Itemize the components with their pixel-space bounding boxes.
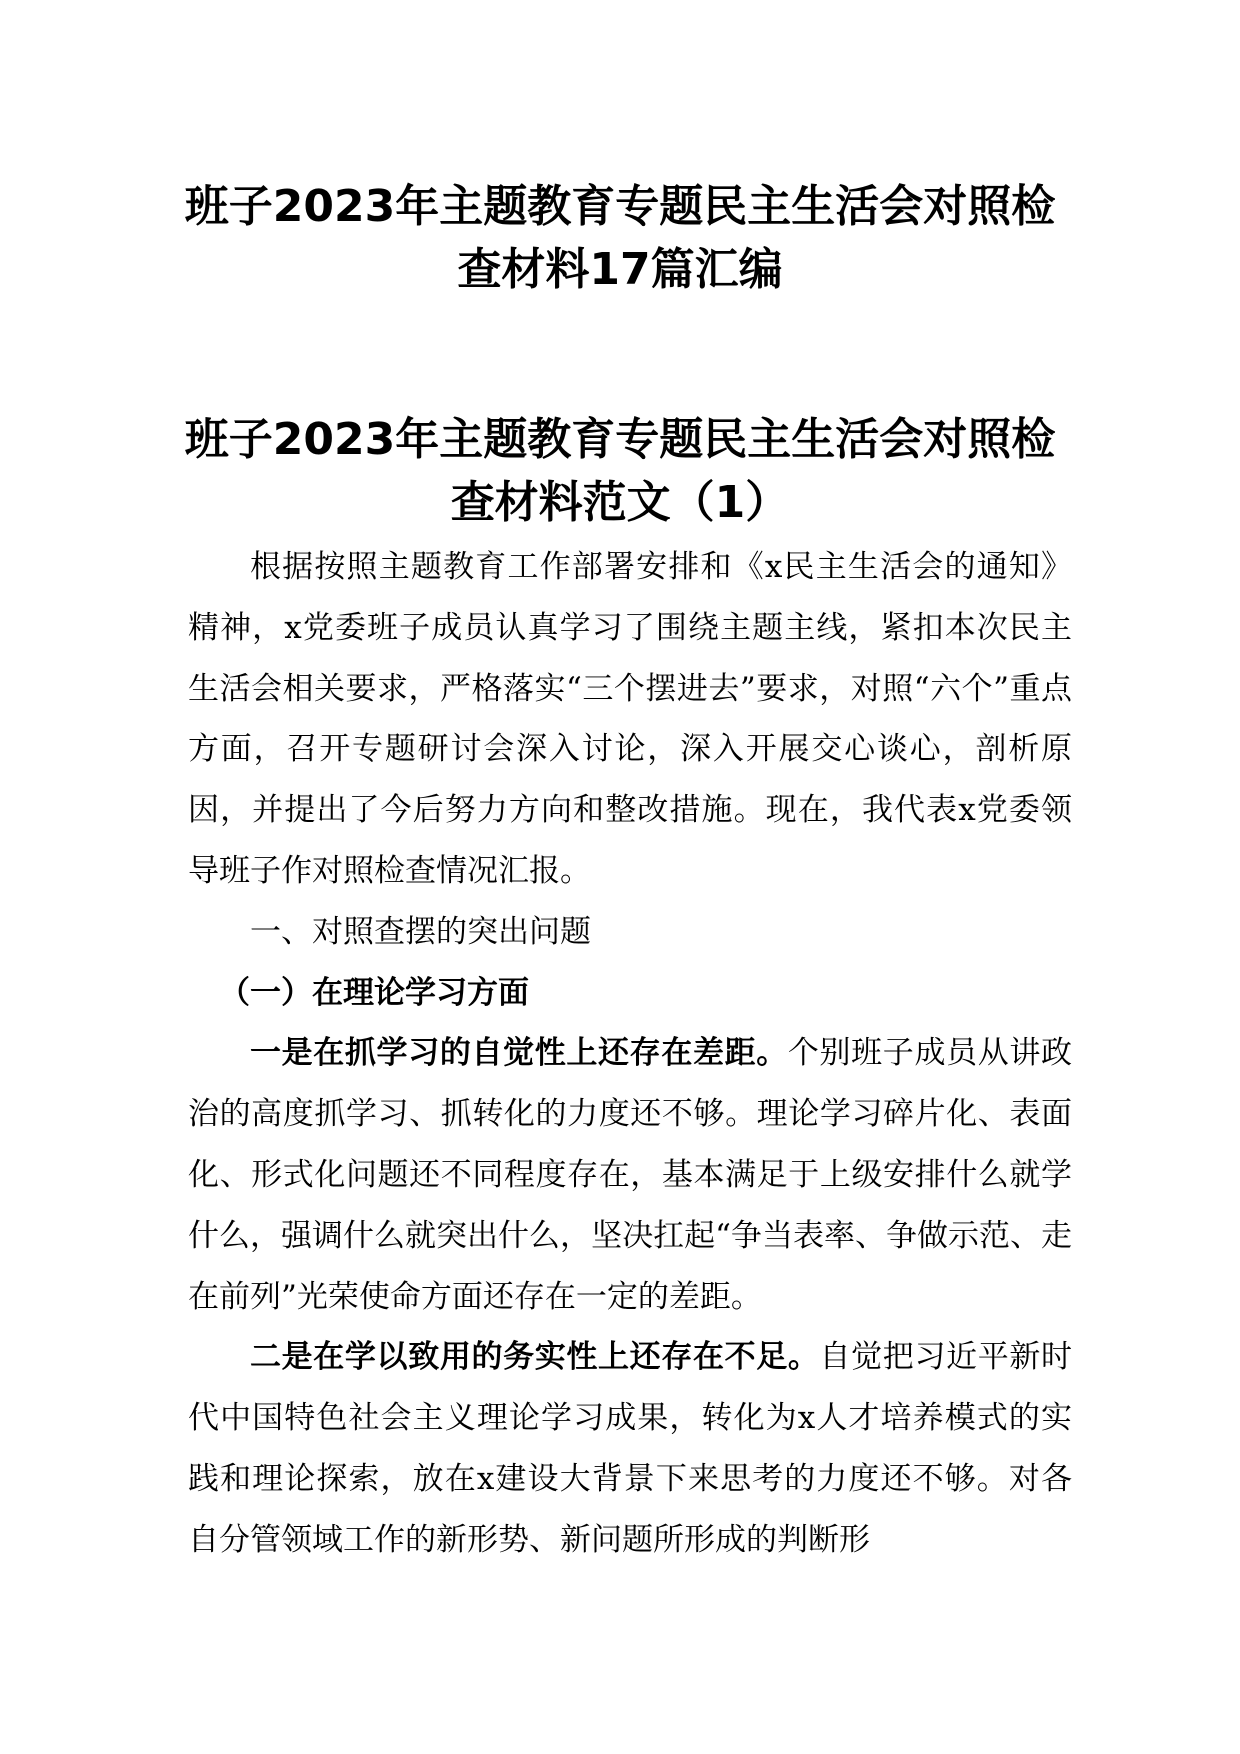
- point-1-lead: 一是在抓学习的自觉性上还存在差距。: [250, 1035, 788, 1072]
- point-2-paragraph: [188, 1327, 1072, 1570]
- document-body: [188, 537, 1072, 1571]
- point-2-text: 自觉把习近平新时代中国特色社会主义理论学习成果，转化为x人才培养模式的实践和理论探索，放在x建设大背景下来思考的力度还不够。对各自分管领域工作的新形势、新问题所形成的判断形: [188, 1339, 1073, 1558]
- point-1-text: 个别班子成员从讲政治的高度抓学习、抓转化的力度还不够。理论学习碎片化、表面化、形式化问题还不同程度存在，基本满足于上级安排什么就学什么，强调什么就突出什么，坚决扛起“争当表率、争做示范、走在前列”光荣使命方面还存在一定的差距。: [188, 1035, 1073, 1315]
- sub-title: [140, 408, 1100, 534]
- sub-title-line-2: 查材料范文（1）: [450, 477, 790, 528]
- main-title-line-2: 查材料17篇汇编: [457, 244, 783, 295]
- section-heading-1: 一、对照查摆的突出问题: [250, 913, 591, 950]
- main-title: [140, 175, 1100, 301]
- sub-title-line-1: 班子2023年主题教育专题民主生活会对照检: [184, 414, 1056, 465]
- point-2-lead: 二是在学以致用的务实性上还存在不足。: [250, 1339, 820, 1376]
- intro-paragraph: 根据按照主题教育工作部署安排和《x民主生活会的通知》精神，x党委班子成员认真学习了围绕主题主线，紧扣本次民主生活会相关要求，严格落实“三个摆进去”要求，对照“六个”重点方面，召开专题研讨会深入讨论，深入开展交心谈心，剖析原因，并提出了今后努力方向和整改措施。现在，我代表x党委领导班子作对照检查情况汇报。: [188, 549, 1072, 889]
- point-1-paragraph: [188, 1023, 1072, 1327]
- subsection-heading-1: （一）在理论学习方面: [219, 974, 529, 1011]
- main-title-line-1: 班子2023年主题教育专题民主生活会对照检: [184, 181, 1056, 232]
